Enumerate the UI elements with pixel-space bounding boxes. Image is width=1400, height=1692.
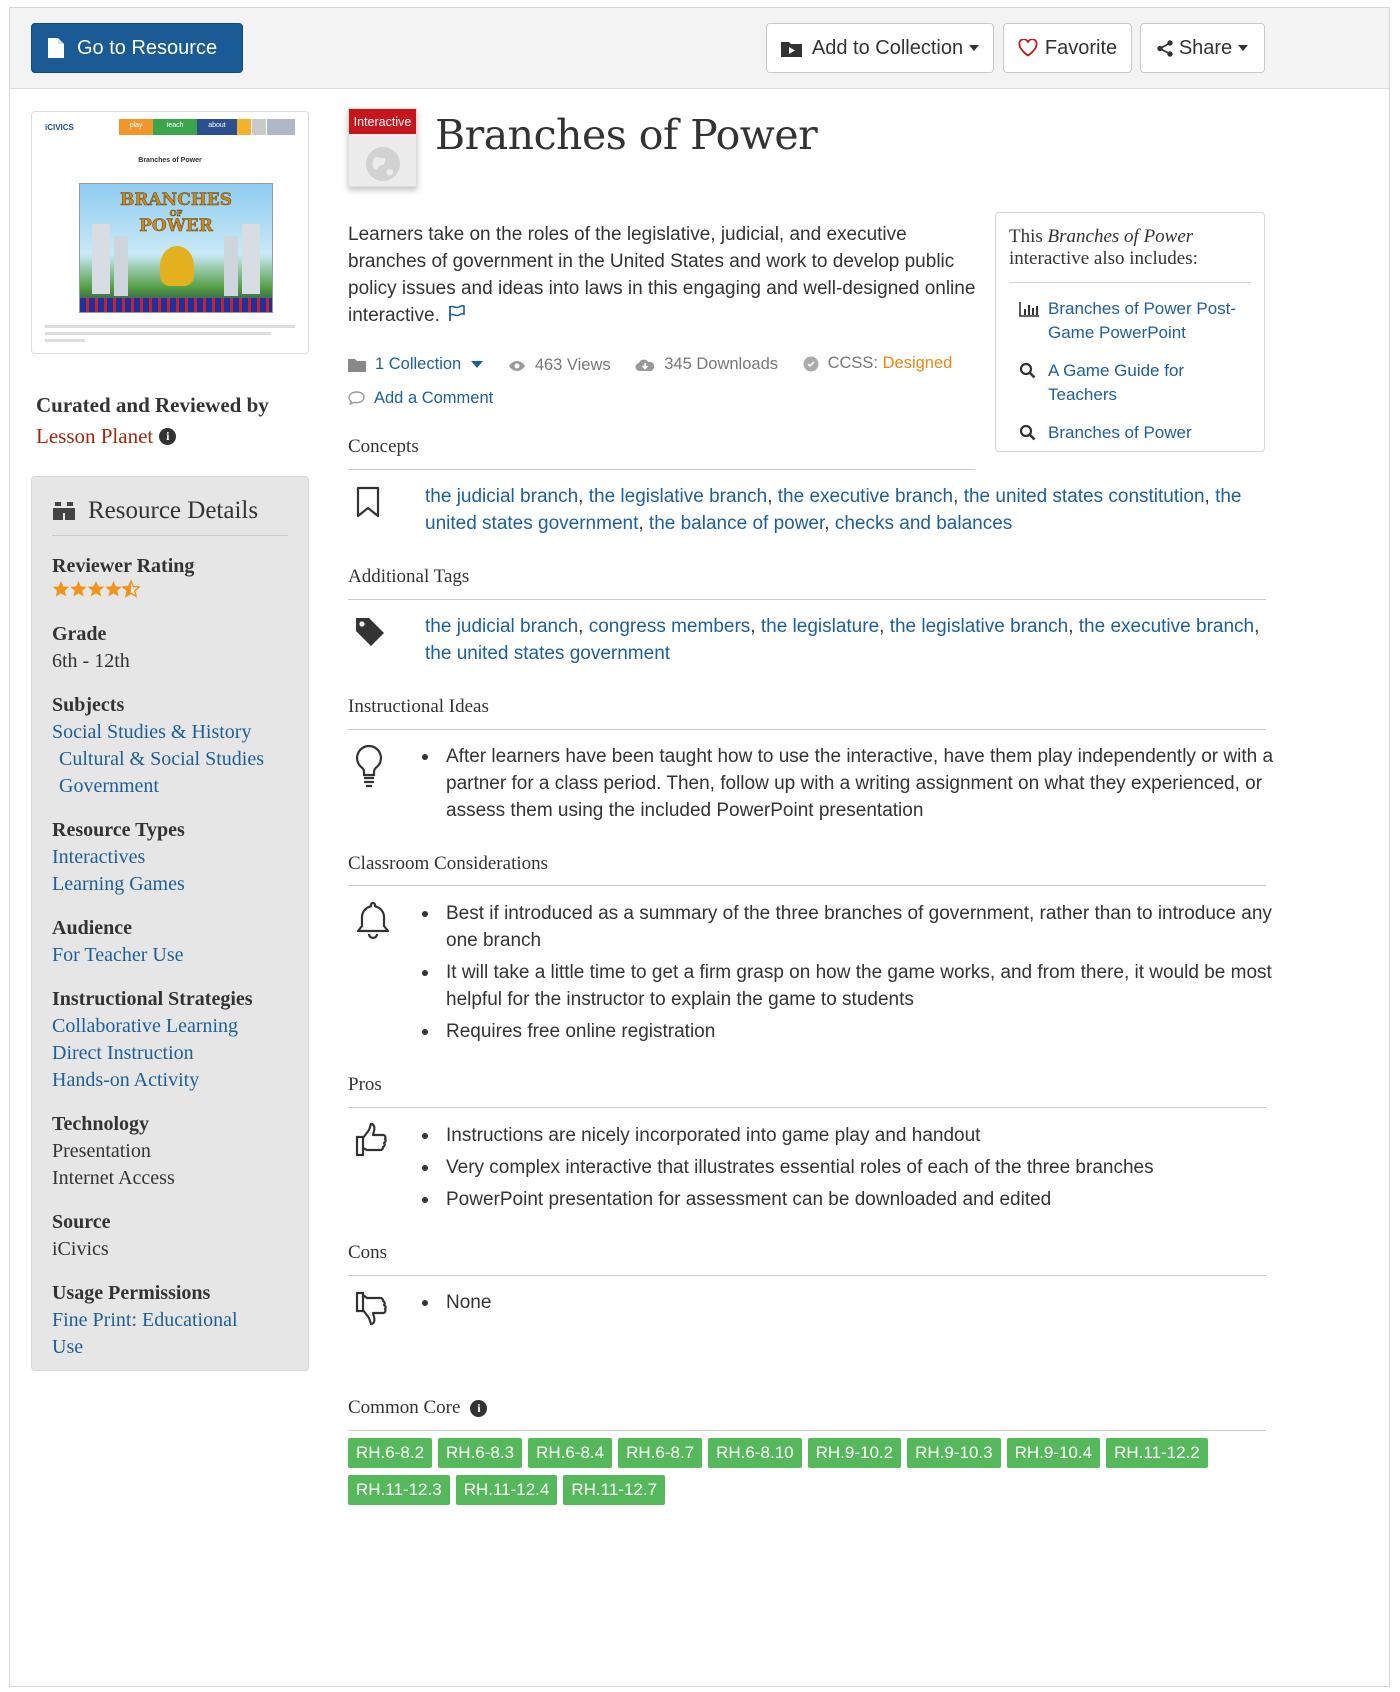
share-icon [1157,40,1173,57]
collections-link: 1 Collection [375,355,462,373]
standard-tag[interactable]: RH.6-8.2 [348,1438,432,1468]
globe-icon [349,134,416,182]
thumbnail-nav-play: play [119,119,153,135]
comment-icon [348,391,365,405]
tag-icon [354,616,386,653]
reviewer-link[interactable]: Lesson Planet [36,424,154,448]
thumbnail-banner [79,183,273,313]
include-item[interactable] [1009,421,1251,448]
resource-types-label: Resource Types [52,819,185,841]
divider [348,599,1266,600]
folder-play-icon [781,40,802,57]
include-item[interactable] [1009,359,1251,407]
additional-tags: the judicial branch, congress members, the legislature, the legislative branch, the executive branch, the united states government [425,616,1260,664]
thumbnail-text-line [45,325,295,328]
subject-link[interactable]: Social Studies & History [52,721,252,743]
concept-tags: the judicial branch, the legislative branch, the executive branch, the united states constitution, the united states government, the balance of power, checks and balances [425,486,1242,534]
source-label: Source [52,1211,111,1233]
permissions-link-line: Use [52,1336,84,1358]
strategy-link[interactable]: Direct Instruction [52,1042,194,1064]
additional-tags-heading: Additional Tags [348,566,470,587]
strategies-label: Instructional Strategies [52,988,253,1010]
thumbnail-screenshot [39,119,301,346]
search-icon [1019,359,1039,407]
standard-tag[interactable]: RH.6-8.10 [708,1438,801,1468]
thumbnail-logo: iCIVICS [45,123,74,132]
crowd-image [80,298,272,312]
favorite-button[interactable] [1003,23,1132,73]
eagle-emblem [160,246,194,286]
chevron-down-icon [471,361,483,368]
additional-tag[interactable]: the executive branch [1078,616,1255,637]
technology-label: Technology [52,1113,150,1135]
subject-link[interactable]: Cultural & Social Studies [59,748,264,770]
permissions-link[interactable] [52,1307,288,1361]
ccss-value: Designed [882,354,953,372]
search-icon [1019,421,1039,448]
subject-link[interactable]: Government [59,775,159,797]
include-item-label: Branches of Power Post-Game PowerPoint [1048,299,1237,342]
permissions-link-line: Fine Print: Educational [52,1309,238,1331]
include-item[interactable] [1009,297,1251,345]
includes-heading-title: Branches of Power [1047,226,1194,247]
banner-word-3: POWER [139,216,213,236]
audience-label: Audience [52,917,132,939]
thumbnail-text-line [45,332,271,335]
divider [348,1430,1266,1431]
permissions-label: Usage Permissions [52,1282,211,1304]
strategy-link[interactable]: Hands-on Activity [52,1069,200,1091]
standard-tag[interactable]: RH.6-8.3 [438,1438,522,1468]
go-to-resource-label: Go to Resource [77,36,218,59]
concept-tag[interactable]: the united states government [425,486,1242,534]
concept-tag[interactable]: the balance of power [648,513,825,534]
reviewer-rating-label: Reviewer Rating [52,555,195,577]
concept-tag[interactable]: the legislative branch [588,486,768,507]
additional-tag[interactable]: the united states government [425,643,671,664]
downloads-text: 345 Downloads [664,355,778,373]
resource-type-link[interactable]: Learning Games [52,873,185,895]
toolbar [10,8,1389,89]
resource-details-title: Resource Details [88,497,259,524]
standard-tag[interactable]: RH.11-12.2 [1106,1438,1208,1468]
thumbnail-nav-block [252,119,266,135]
standard-tag[interactable]: RH.9-10.4 [1007,1438,1100,1468]
divider [348,1275,1266,1276]
standard-tag[interactable]: RH.11-12.4 [456,1475,558,1505]
includes-heading-suffix: interactive also includes: [1009,248,1198,269]
additional-tag[interactable]: the judicial branch [425,616,579,637]
resource-thumbnail[interactable] [31,111,309,354]
binoculars-icon [52,500,76,522]
standard-tag[interactable]: RH.9-10.2 [808,1438,901,1468]
list-item: After learners have been taught how to use the interactive, have them play independently or with a partner for a class period. Then, follow up with a writing assignment on what they experienced, or assess them using the included PowerPoint presentation [436,743,1278,824]
classroom-considerations-list [418,900,1278,1050]
divider [348,729,1266,730]
audience-link[interactable]: For Teacher Use [52,944,184,966]
add-comment-text: Add a Comment [374,388,494,407]
instructional-ideas-heading: Instructional Ideas [348,696,489,717]
favorite-label: Favorite [1044,36,1118,59]
curation-info [36,393,316,449]
standard-tag[interactable]: RH.11-12.3 [348,1475,450,1505]
cons-list [418,1289,1278,1321]
list-item: Instructions are nicely incorporated into game play and handout [436,1122,1278,1149]
resource-type-link[interactable]: Interactives [52,846,146,868]
info-icon[interactable]: i [470,1400,487,1417]
additional-tag[interactable]: the legislative branch [889,616,1069,637]
list-item: None [436,1289,1278,1316]
concept-tag[interactable]: the united states constitution [963,486,1205,507]
resource-type-badge [348,108,417,187]
technology-value: Presentation [52,1140,151,1162]
star-icon [88,581,104,596]
standard-tag[interactable]: RH.9-10.3 [907,1438,1000,1468]
concept-tag[interactable]: the judicial branch [425,486,579,507]
rating-stars [52,580,288,604]
standard-tag[interactable]: RH.11-12.7 [563,1475,665,1505]
strategy-link[interactable]: Collaborative Learning [52,1015,239,1037]
grade-label: Grade [52,623,107,645]
collections-dropdown[interactable] [348,349,483,380]
grade-value: 6th - 12th [52,650,130,672]
common-core-standards [348,1438,1273,1512]
banner-word-2: OF [169,208,183,218]
technology-value: Internet Access [52,1167,175,1189]
resource-title: Branches of Power [435,111,818,159]
resource-type-label: Interactive [349,109,416,134]
list-item: PowerPoint presentation for assessment can be downloaded and edited [436,1186,1278,1213]
pillar-image [224,236,238,296]
thumbnail-nav-about: about [197,119,237,135]
ccss-label: CCSS: [827,354,879,372]
concepts-heading: Concepts [348,436,419,457]
thumbnail-page-title: Branches of Power [138,157,202,164]
resource-meta [348,348,978,416]
pillar-image [114,236,128,296]
includes-heading-prefix: This [1009,226,1043,247]
cloud-download-icon [635,358,655,372]
list-item: Best if introduced as a summary of the three branches of government, rather than to introduce any one branch [436,900,1278,954]
views-count [508,350,611,381]
star-icon [53,581,69,596]
bar-chart-icon [1019,297,1039,345]
ccss-status [803,348,953,379]
thumbs-down-icon [354,1290,390,1331]
go-to-resource-button[interactable] [31,23,243,73]
folder-icon [348,358,366,372]
share-label: Share [1178,36,1233,59]
standard-tag[interactable]: RH.6-8.7 [618,1438,702,1468]
chevron-down-icon [969,45,979,51]
include-item-label: A Game Guide for Teachers [1048,361,1185,404]
includes-panel [995,212,1265,452]
thumbnail-nav-block [237,119,251,135]
common-core-header [348,1397,487,1419]
additional-tag[interactable]: congress members [588,616,751,637]
add-comment-link[interactable] [348,383,493,414]
heart-icon [1018,39,1038,57]
eye-icon [508,360,526,372]
bell-icon [354,900,392,945]
includes-heading [1009,226,1251,283]
instructional-ideas-list [418,743,1278,829]
page-frame [9,7,1390,1687]
add-to-collection-button[interactable] [766,23,994,73]
thumbnail-text-line [45,339,85,342]
flag-icon[interactable] [448,302,466,329]
description-text: Learners take on the roles of the legislative, judicial, and executive branches of government in the United States and work to develop public policy issues and ideas into laws in this engaging and well-designed online interactive. [348,224,976,326]
divider [348,1107,1266,1108]
add-to-collection-label: Add to Collection [811,36,964,59]
lightbulb-icon [354,744,384,793]
divider [348,885,1266,886]
views-text: 463 Views [534,356,611,374]
info-icon[interactable]: i [159,428,176,445]
list-item: Requires free online registration [436,1018,1278,1045]
banner-word-1: BRANCHES [119,190,233,210]
pros-list [418,1122,1278,1218]
list-item: It will take a little time to get a firm grasp on how the game works, and from there, it would be most helpful for the instructor to explain the game to students [436,959,1278,1013]
star-icon [105,581,121,596]
classroom-considerations-heading: Classroom Considerations [348,853,549,874]
seal-icon [803,356,819,372]
pros-heading: Pros [348,1074,382,1095]
cons-heading: Cons [348,1242,388,1263]
downloads-count [635,349,778,380]
chevron-down-icon [1238,45,1248,51]
standard-tag[interactable]: RH.6-8.4 [528,1438,612,1468]
star-icon [70,581,86,596]
include-item-label: Branches of Power [1048,423,1192,442]
source-value: iCivics [52,1238,109,1260]
concept-tag[interactable]: checks and balances [834,513,1013,534]
resource-details-panel [31,476,309,1371]
resource-description [348,221,978,329]
document-icon [48,38,64,58]
thumbs-up-icon [354,1122,390,1163]
additional-tag[interactable]: the legislature [760,616,880,637]
bookmark-icon [354,486,382,523]
list-item: Very complex interactive that illustrates essential roles of each of the three branches [436,1154,1278,1181]
concept-tag[interactable]: the executive branch [777,486,954,507]
common-core-heading: Common Core [348,1397,461,1418]
pillar-image [92,224,110,294]
share-button[interactable] [1140,23,1265,73]
thumbnail-nav-teach: teach [153,119,197,135]
pillar-image [242,224,260,294]
divider [348,469,975,470]
subjects-label: Subjects [52,694,125,716]
thumbnail-nav-block [267,119,295,135]
curated-label: Curated and Reviewed by [36,393,269,417]
